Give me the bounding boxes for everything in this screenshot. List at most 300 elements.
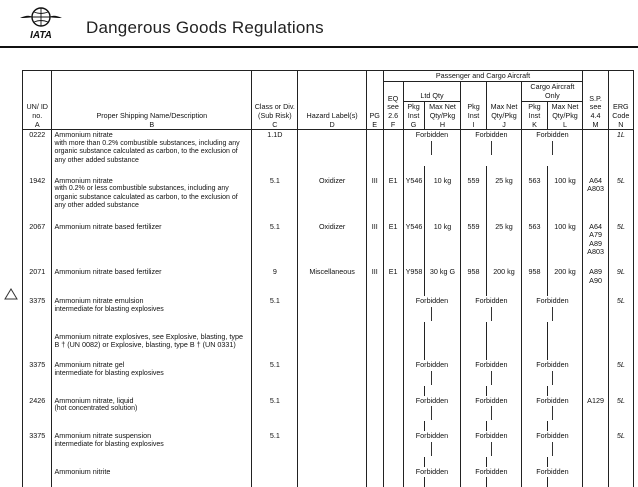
- forbidden-label: Forbidden: [475, 466, 508, 476]
- erg-code: [608, 332, 633, 351]
- spacer-cell: [486, 457, 522, 467]
- shipping-name: [52, 431, 252, 456]
- ltd-pkg-inst: Y546: [403, 222, 424, 258]
- spacer-cell: [608, 386, 633, 396]
- column-letter: M: [583, 121, 608, 130]
- eq-code: [383, 332, 403, 351]
- spacer-cell: [366, 350, 383, 360]
- spacer-cell: [522, 421, 547, 431]
- sp-code: A803: [587, 184, 604, 194]
- erg-code: 5L: [608, 396, 633, 421]
- col-pax-qty: Max Net Qty/Pkg: [486, 82, 522, 121]
- spacer-cell: [461, 322, 486, 332]
- shipping-name-text: Ammonium nitrate emulsion: [54, 296, 144, 306]
- cao-forbidden: [522, 467, 583, 477]
- table-row: [23, 176, 634, 212]
- row-spacer: [23, 166, 634, 176]
- forbidden-label: Forbidden: [536, 431, 569, 441]
- shipping-name-text: Ammonium nitrate based fertilizer: [54, 221, 162, 231]
- spacer-cell: [52, 257, 252, 267]
- eq-code: [383, 396, 403, 421]
- spacer-cell: [424, 212, 461, 222]
- spacer-cell: [403, 477, 424, 487]
- shipping-name-text: Ammonium nitrate gel: [54, 360, 125, 370]
- col-pg: PG: [366, 71, 383, 122]
- table-body: [23, 130, 634, 487]
- table-row: [23, 130, 634, 166]
- forbidden-label: Forbidden: [536, 395, 569, 405]
- un-number: [23, 332, 52, 351]
- class-division: [252, 332, 298, 351]
- column-letter: B: [52, 121, 252, 130]
- spacer-cell: [583, 477, 608, 487]
- divider-tick: [431, 307, 432, 321]
- un-number: 3375: [23, 296, 52, 321]
- spacer-cell: [403, 286, 424, 296]
- spacer-cell: [23, 212, 52, 222]
- column-letters-row: [23, 121, 634, 130]
- ltd-max-qty: 30 kg G: [424, 267, 461, 286]
- spacer-cell: [383, 212, 403, 222]
- packing-group: III: [366, 176, 383, 212]
- spacer-cell: [298, 477, 366, 487]
- spacer-cell: [608, 421, 633, 431]
- forbidden-label: Forbidden: [536, 130, 569, 140]
- eq-code: E1: [383, 267, 403, 286]
- spacer-cell: [23, 286, 52, 296]
- spacer-cell: [383, 257, 403, 267]
- row-spacer: [23, 386, 634, 396]
- spacer-cell: [486, 477, 522, 487]
- cao-pkg-inst: 563: [522, 222, 547, 258]
- forbidden-label: Forbidden: [536, 296, 569, 306]
- divider-tick: [491, 442, 492, 456]
- spacer-cell: [23, 457, 52, 467]
- spacer-cell: [461, 286, 486, 296]
- spacer-cell: [547, 421, 583, 431]
- shipping-description: (hot concentrated solution): [54, 405, 138, 413]
- divider-tick: [431, 141, 432, 155]
- ltd-pkg-inst: Y546: [403, 176, 424, 212]
- packing-group: [366, 360, 383, 385]
- un-number: 2426: [23, 396, 52, 421]
- cao-max-qty: 200 kg: [547, 267, 583, 286]
- spacer-cell: [424, 457, 461, 467]
- divider-tick: [552, 307, 553, 321]
- spacer-cell: [52, 286, 252, 296]
- row-spacer: [23, 457, 634, 467]
- table-row: [23, 296, 634, 321]
- erg-code: 5L: [608, 360, 633, 385]
- un-number: [23, 467, 52, 477]
- hazard-label: [298, 467, 366, 477]
- cao-pkg-inst: [522, 332, 547, 351]
- spacer-cell: [461, 257, 486, 267]
- divider-tick: [491, 406, 492, 420]
- col-eq: EQ see 2.6: [383, 82, 403, 121]
- un-number: 1942: [23, 176, 52, 212]
- shipping-name: [52, 176, 252, 212]
- col-name: Proper Shipping Name/Description: [52, 71, 252, 122]
- ltd-forbidden: [403, 130, 461, 166]
- spacer-cell: [461, 212, 486, 222]
- hazard-label: Miscellaneous: [298, 267, 366, 286]
- erg-code: 5L: [608, 431, 633, 456]
- sp-code: A803: [587, 246, 604, 256]
- spacer-cell: [252, 477, 298, 487]
- packing-group: [366, 296, 383, 321]
- spacer-cell: [583, 350, 608, 360]
- eq-code: E1: [383, 222, 403, 258]
- un-number: 2071: [23, 267, 52, 286]
- divider-tick: [552, 141, 553, 155]
- forbidden-label: Forbidden: [415, 431, 449, 441]
- col-cao-group: Cargo Aircraft Only: [522, 82, 583, 102]
- shipping-description: intermediate for blasting explosives: [54, 369, 164, 377]
- table-row: [23, 222, 634, 258]
- erg-code: 5L: [608, 296, 633, 321]
- spacer-cell: [298, 322, 366, 332]
- divider-tick: [552, 442, 553, 456]
- spacer-cell: [522, 457, 547, 467]
- spacer-cell: [461, 166, 486, 176]
- special-provisions: [583, 176, 608, 212]
- shipping-name-text: Ammonium nitrate based fertilizer: [54, 267, 162, 277]
- sp-code: A89: [589, 267, 602, 277]
- shipping-name: [52, 467, 252, 477]
- hazard-label: Oxidizer: [298, 222, 366, 258]
- spacer-cell: [608, 457, 633, 467]
- spacer-cell: [608, 322, 633, 332]
- pax-pkg-inst: 559: [461, 222, 486, 258]
- spacer-cell: [486, 322, 522, 332]
- class-division: 1.1D: [252, 130, 298, 166]
- spacer-cell: [383, 322, 403, 332]
- iata-logo: [18, 6, 64, 40]
- ltd-max-qty: 10 kg: [424, 176, 461, 212]
- spacer-cell: [486, 386, 522, 396]
- spacer-cell: [522, 322, 547, 332]
- forbidden-label: Forbidden: [415, 130, 449, 140]
- column-letter: I: [461, 121, 486, 130]
- table-row: [23, 267, 634, 286]
- shipping-name-text: Ammonium nitrate explosives, see Explosive, blasting, type B † (UN 0082) or Explosive, blasting, type B † (UN 0331): [54, 331, 243, 349]
- shipping-name: [52, 296, 252, 321]
- spacer-cell: [486, 257, 522, 267]
- spacer-cell: [547, 477, 583, 487]
- spacer-cell: [547, 350, 583, 360]
- spacer-cell: [383, 166, 403, 176]
- column-letter: N: [608, 121, 633, 130]
- spacer-cell: [424, 421, 461, 431]
- pax-pkg-inst: 559: [461, 176, 486, 212]
- hazard-label: [298, 332, 366, 351]
- spacer-cell: [522, 286, 547, 296]
- un-number: 3375: [23, 431, 52, 456]
- shipping-name-text: Ammonium nitrate: [54, 176, 113, 186]
- ltd-forbidden: [403, 467, 461, 477]
- spacer-cell: [547, 457, 583, 467]
- spacer-cell: [424, 166, 461, 176]
- spacer-cell: [52, 350, 252, 360]
- ltd-max-qty: [424, 332, 461, 351]
- erg-code: 5L: [608, 222, 633, 258]
- ltd-pkg-inst: Y958: [403, 267, 424, 286]
- column-letter: J: [486, 121, 522, 130]
- spacer-cell: [366, 166, 383, 176]
- spacer-cell: [52, 166, 252, 176]
- shipping-name: [52, 396, 252, 421]
- spacer-cell: [403, 322, 424, 332]
- column-letter: K: [522, 121, 547, 130]
- class-division: 5.1: [252, 176, 298, 212]
- spacer-cell: [298, 421, 366, 431]
- spacer-cell: [252, 457, 298, 467]
- spacer-cell: [403, 421, 424, 431]
- dangerous-goods-table: [22, 70, 634, 487]
- shipping-name: [52, 360, 252, 385]
- eq-code: [383, 360, 403, 385]
- forbidden-label: Forbidden: [475, 431, 508, 441]
- forbidden-label: Forbidden: [415, 296, 449, 306]
- hazard-label: Oxidizer: [298, 176, 366, 212]
- un-number: 2067: [23, 222, 52, 258]
- packing-group: [366, 396, 383, 421]
- forbidden-label: Forbidden: [475, 360, 508, 370]
- special-provisions: [583, 267, 608, 286]
- eq-code: [383, 467, 403, 477]
- eq-code: [383, 130, 403, 166]
- spacer-cell: [252, 350, 298, 360]
- spacer-cell: [298, 457, 366, 467]
- spacer-cell: [23, 386, 52, 396]
- cao-max-qty: 100 kg: [547, 222, 583, 258]
- packing-group: III: [366, 222, 383, 258]
- un-number: 3375: [23, 360, 52, 385]
- spacer-cell: [547, 386, 583, 396]
- spacer-cell: [403, 457, 424, 467]
- spacer-cell: [461, 421, 486, 431]
- packing-group: [366, 332, 383, 351]
- shipping-description: intermediate for blasting explosives: [54, 305, 164, 313]
- packing-group: [366, 467, 383, 477]
- spacer-cell: [52, 212, 252, 222]
- class-division: [252, 467, 298, 477]
- spacer-cell: [583, 286, 608, 296]
- sp-code: A79: [589, 230, 602, 240]
- column-letter: D: [298, 121, 366, 130]
- spacer-cell: [252, 212, 298, 222]
- page-header: [0, 0, 638, 50]
- spacer-cell: [522, 386, 547, 396]
- cao-forbidden: [522, 130, 583, 166]
- spacer-cell: [486, 166, 522, 176]
- table-row: [23, 396, 634, 421]
- spacer-cell: [52, 322, 252, 332]
- pax-forbidden: [461, 431, 522, 456]
- forbidden-label: Forbidden: [475, 296, 508, 306]
- un-number: 0222: [23, 130, 52, 166]
- spacer-cell: [522, 212, 547, 222]
- ltd-forbidden: [403, 396, 461, 421]
- spacer-cell: [23, 322, 52, 332]
- hazard-label: [298, 396, 366, 421]
- pax-forbidden: [461, 360, 522, 385]
- col-ltd-net: Max Net Qty/Pkg: [424, 102, 461, 121]
- hazard-label: [298, 360, 366, 385]
- spacer-cell: [583, 212, 608, 222]
- spacer-cell: [366, 421, 383, 431]
- shipping-name-text: Ammonium nitrate suspension: [54, 431, 152, 441]
- row-spacer: [23, 477, 634, 487]
- cao-pkg-inst: 563: [522, 176, 547, 212]
- special-provisions: [583, 222, 608, 258]
- change-marker-icon: [4, 288, 18, 300]
- pax-max-qty: [486, 332, 522, 351]
- sp-code: A129: [587, 395, 604, 405]
- hazard-label: [298, 296, 366, 321]
- pax-pkg-inst: [461, 332, 486, 351]
- spacer-cell: [52, 477, 252, 487]
- spacer-cell: [424, 386, 461, 396]
- spacer-cell: [461, 457, 486, 467]
- spacer-cell: [383, 457, 403, 467]
- spacer-cell: [366, 212, 383, 222]
- cao-forbidden: [522, 360, 583, 385]
- cao-forbidden: [522, 431, 583, 456]
- special-provisions: [583, 360, 608, 385]
- ltd-pkg-inst: [403, 332, 424, 351]
- sp-code: A64: [589, 176, 602, 186]
- divider-tick: [552, 371, 553, 385]
- spacer-cell: [583, 257, 608, 267]
- class-division: 5.1: [252, 360, 298, 385]
- spacer-cell: [461, 477, 486, 487]
- col-sp: S.P. see 4.4: [583, 71, 608, 122]
- col-cao-qty: Max Net Qty/Pkg: [547, 102, 583, 121]
- spacer-cell: [608, 350, 633, 360]
- class-division: 5.1: [252, 396, 298, 421]
- erg-code: 9L: [608, 267, 633, 286]
- spacer-cell: [547, 212, 583, 222]
- spacer-cell: [23, 257, 52, 267]
- table-row: [23, 332, 634, 351]
- spacer-cell: [547, 286, 583, 296]
- forbidden-label: Forbidden: [536, 466, 569, 476]
- ltd-forbidden: [403, 296, 461, 321]
- spacer-cell: [298, 212, 366, 222]
- spacer-cell: [52, 386, 252, 396]
- spacer-cell: [608, 166, 633, 176]
- spacer-cell: [52, 457, 252, 467]
- spacer-cell: [547, 166, 583, 176]
- logo-text: IATA: [30, 30, 52, 40]
- spacer-cell: [383, 350, 403, 360]
- erg-code: [608, 467, 633, 477]
- spacer-cell: [23, 421, 52, 431]
- cao-pkg-inst: 958: [522, 267, 547, 286]
- spacer-cell: [252, 386, 298, 396]
- sp-code: A64: [589, 221, 602, 231]
- spacer-cell: [252, 286, 298, 296]
- column-letter: H: [424, 121, 461, 130]
- spacer-cell: [522, 350, 547, 360]
- spacer-cell: [486, 212, 522, 222]
- spacer-cell: [424, 257, 461, 267]
- spacer-cell: [424, 286, 461, 296]
- forbidden-label: Forbidden: [475, 130, 508, 140]
- column-letter: G: [403, 121, 424, 130]
- table-row: [23, 431, 634, 456]
- spacer-cell: [461, 386, 486, 396]
- divider-tick: [491, 371, 492, 385]
- spacer-cell: [608, 286, 633, 296]
- col-un: UN/ ID no.: [23, 71, 52, 122]
- forbidden-label: Forbidden: [475, 395, 508, 405]
- table-row: [23, 360, 634, 385]
- special-provisions: [583, 396, 608, 421]
- row-spacer: [23, 212, 634, 222]
- shipping-name: [52, 222, 252, 258]
- spacer-cell: [298, 286, 366, 296]
- spacer-cell: [608, 477, 633, 487]
- page-title: Dangerous Goods Regulations: [86, 18, 324, 37]
- cao-max-qty: [547, 332, 583, 351]
- divider-tick: [431, 406, 432, 420]
- spacer-cell: [608, 212, 633, 222]
- col-ltd-pkg: Pkg Inst: [403, 102, 424, 121]
- spacer-cell: [547, 322, 583, 332]
- special-provisions: [583, 130, 608, 166]
- packing-group: [366, 431, 383, 456]
- spacer-cell: [298, 166, 366, 176]
- row-spacer: [23, 286, 634, 296]
- shipping-name: [52, 332, 252, 351]
- spacer-cell: [424, 350, 461, 360]
- ltd-max-qty: 10 kg: [424, 222, 461, 258]
- divider-tick: [491, 141, 492, 155]
- spacer-cell: [23, 477, 52, 487]
- row-spacer: [23, 421, 634, 431]
- spacer-cell: [366, 286, 383, 296]
- column-letter: E: [366, 121, 383, 130]
- spacer-cell: [608, 257, 633, 267]
- forbidden-label: Forbidden: [415, 360, 449, 370]
- erg-code: 5L: [608, 176, 633, 212]
- spacer-cell: [522, 257, 547, 267]
- spacer-cell: [366, 257, 383, 267]
- header-rule: [0, 46, 638, 48]
- spacer-cell: [252, 322, 298, 332]
- spacer-cell: [583, 166, 608, 176]
- spacer-cell: [366, 322, 383, 332]
- spacer-cell: [383, 421, 403, 431]
- pax-max-qty: 25 kg: [486, 222, 522, 258]
- eq-code: E1: [383, 176, 403, 212]
- spacer-cell: [252, 166, 298, 176]
- table-row: [23, 467, 634, 477]
- spacer-cell: [403, 257, 424, 267]
- col-ltd-qty: Ltd Qty: [403, 82, 461, 102]
- ltd-forbidden: [403, 360, 461, 385]
- spacer-cell: [461, 350, 486, 360]
- hazard-label: [298, 130, 366, 166]
- cao-max-qty: 100 kg: [547, 176, 583, 212]
- spacer-cell: [383, 386, 403, 396]
- pax-forbidden: [461, 396, 522, 421]
- divider-tick: [491, 307, 492, 321]
- sp-code: A90: [589, 275, 602, 285]
